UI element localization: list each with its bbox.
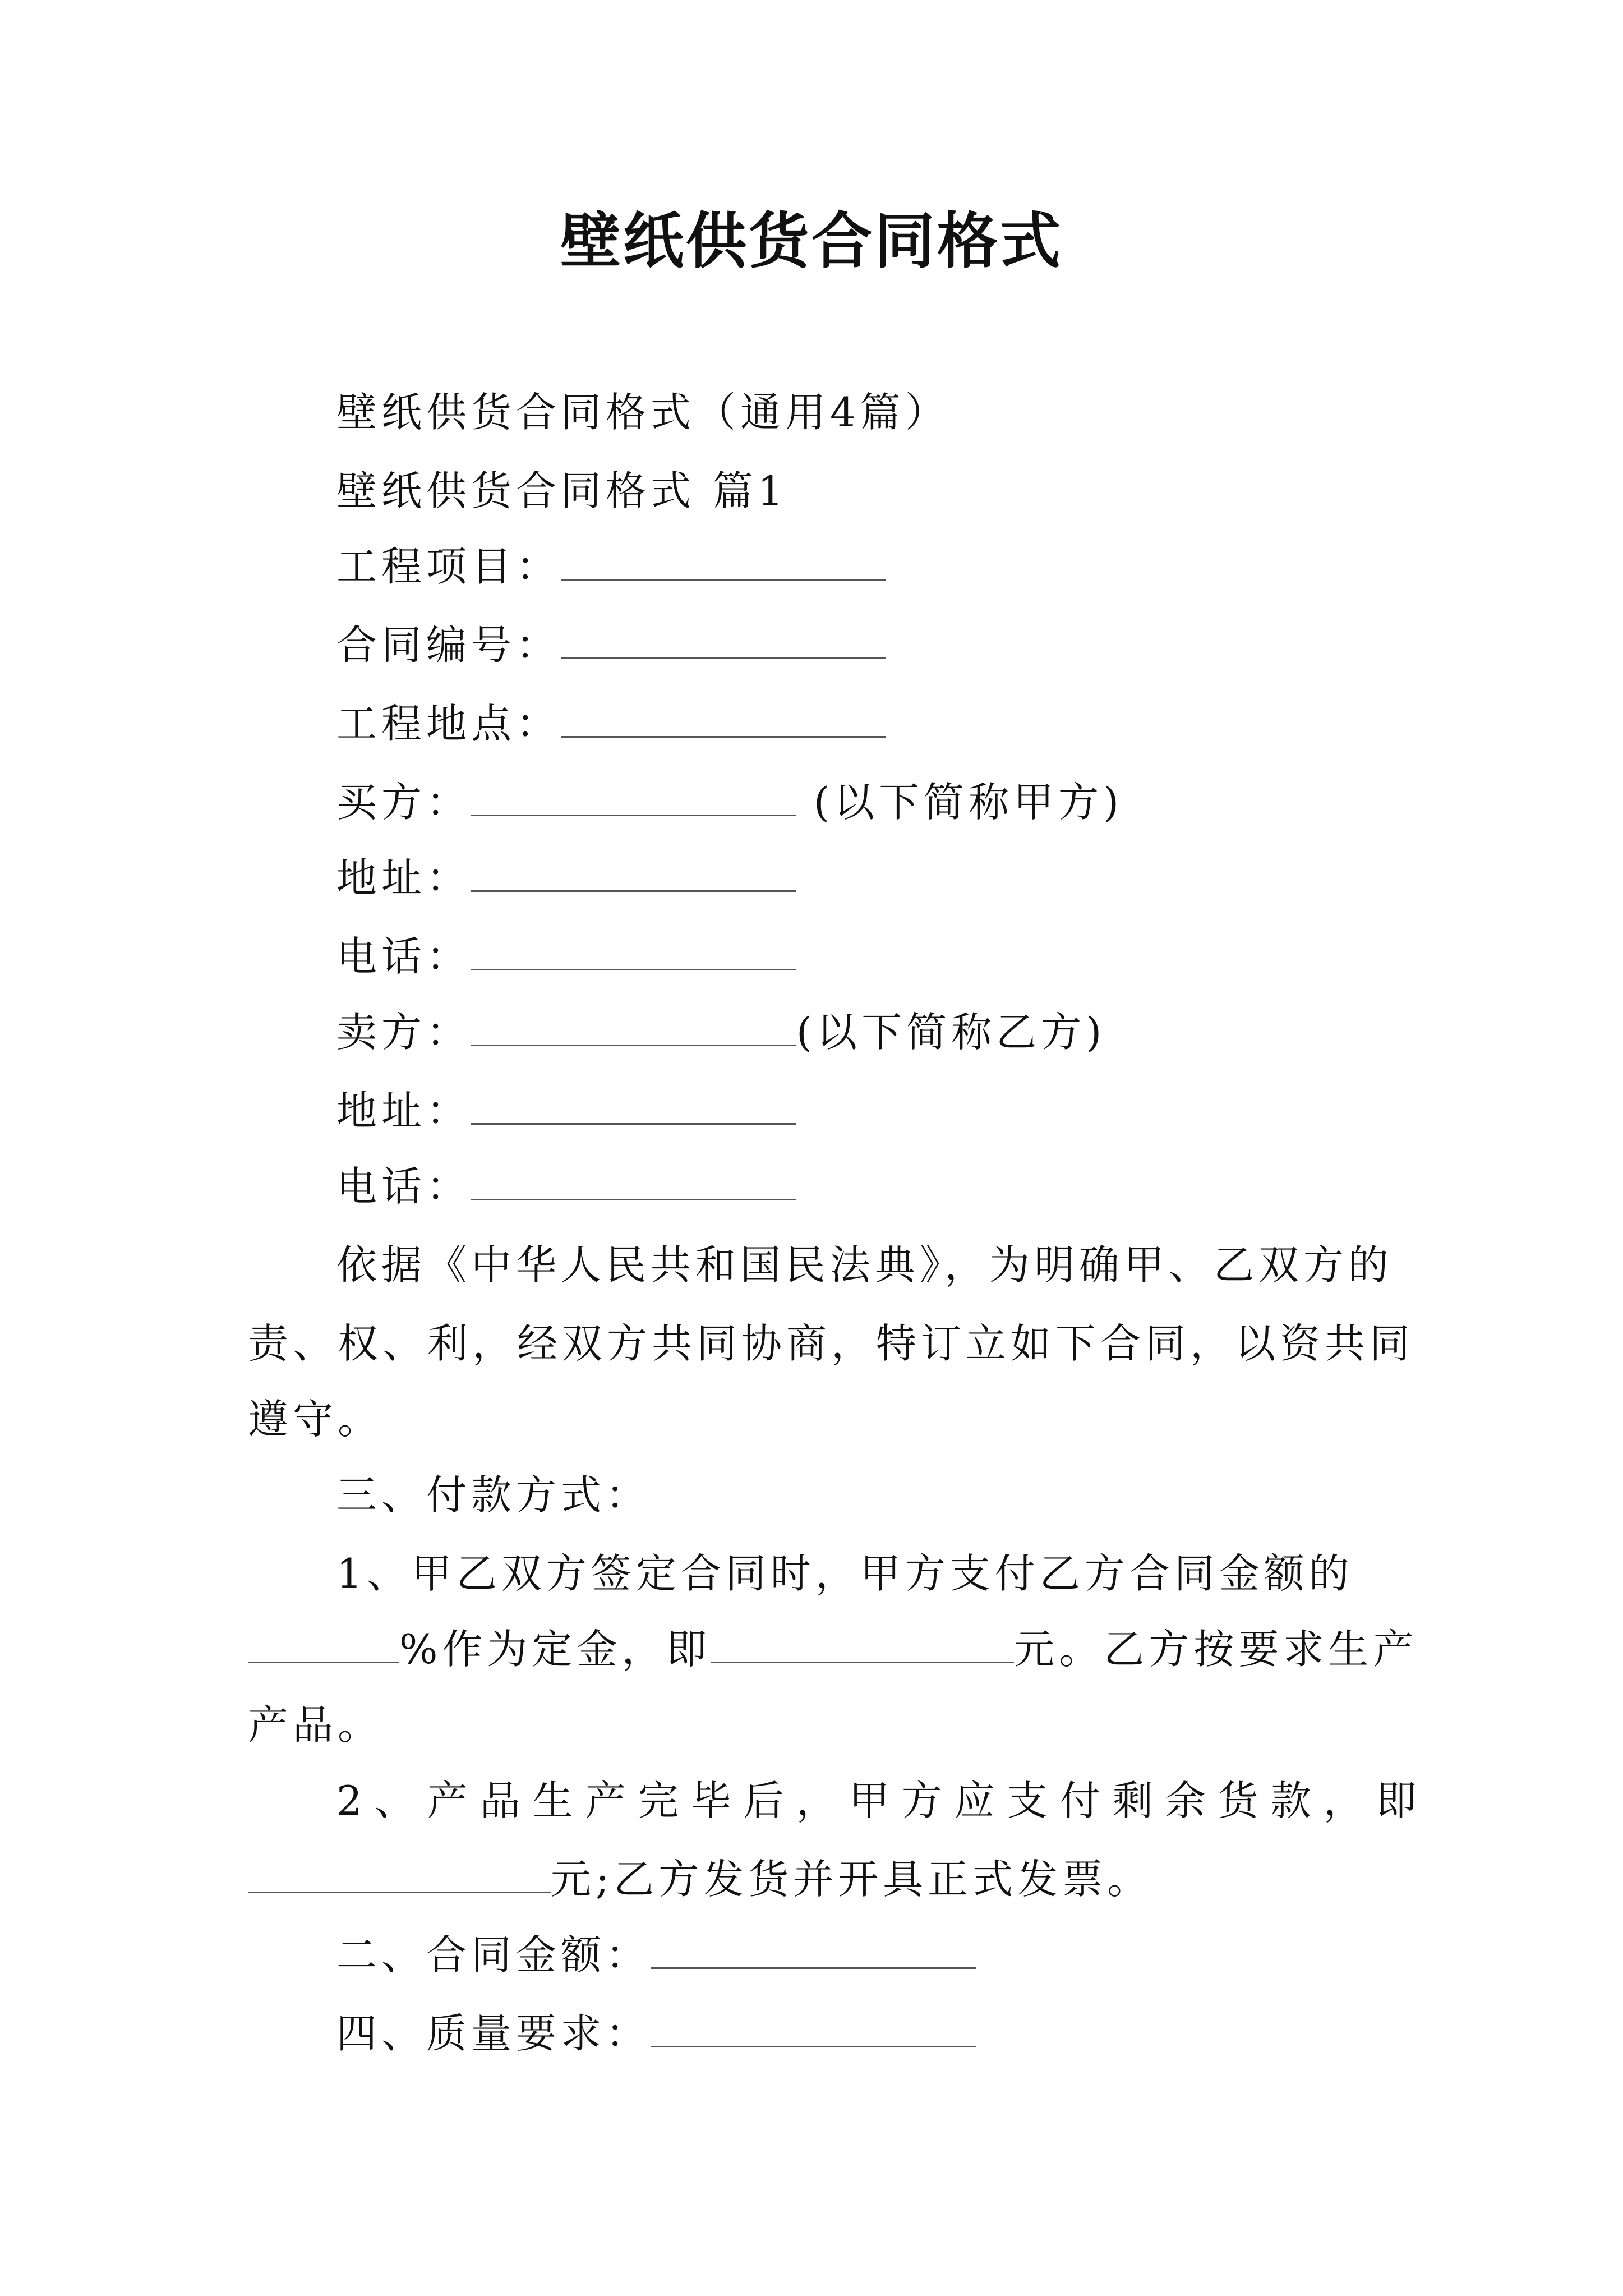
- quality-blank: [651, 2009, 976, 2047]
- amount-blank: [651, 1930, 976, 1969]
- seller-phone-blank: [471, 1162, 796, 1200]
- deposit-amount-text: 元。乙方按要求生产: [1014, 1626, 1418, 1673]
- seller-note: (以下简称乙方): [796, 1009, 1106, 1056]
- quality-row: [336, 2005, 976, 2062]
- seller-address-label: 地址：: [336, 1087, 472, 1134]
- balance-amount-blank: [248, 1855, 551, 1893]
- project-label: 工程项目：: [336, 543, 561, 590]
- seller-blank: [471, 1007, 796, 1046]
- payment-item1-line2: [248, 1621, 1418, 1677]
- intro-line-1: 依据《中华人民共和国民法典》，为明确甲、乙双方的: [336, 1241, 1394, 1289]
- deposit-percent-blank: [248, 1625, 399, 1663]
- quality-label: 四、质量要求：: [336, 2010, 651, 2057]
- subtitle: 壁纸供货合同格式（通用4篇）: [336, 389, 950, 436]
- seller-address-row: [336, 1083, 796, 1139]
- site-label: 工程地点：: [336, 700, 561, 747]
- buyer-phone-row: [336, 928, 796, 984]
- site-row: [336, 696, 886, 752]
- buyer-address-label: 地址：: [336, 854, 472, 901]
- payment-item1-line1: 1、甲乙双方签定合同时，甲方支付乙方合同金额的: [336, 1550, 1354, 1597]
- buyer-label: 买方：: [336, 779, 472, 826]
- seller-phone-row: [336, 1158, 796, 1214]
- deposit-amount-blank: [711, 1625, 1014, 1663]
- buyer-phone-label: 电话：: [336, 933, 472, 980]
- deposit-percent-text: %作为定金，即: [399, 1626, 712, 1673]
- seller-phone-label: 电话：: [336, 1163, 472, 1210]
- contract-no-row: [336, 617, 886, 673]
- seller-address-blank: [471, 1086, 796, 1125]
- amount-label: 二、合同金额：: [336, 1931, 651, 1978]
- payment-item2-line1: 2、产品生产完毕后，甲方应支付剩余货款，即: [336, 1777, 1429, 1824]
- buyer-address-blank: [471, 853, 796, 892]
- buyer-note: (以下简称甲方): [813, 779, 1124, 826]
- intro-line-2: 责、权、利，经双方共同协商，特订立如下合同，以资共同: [248, 1320, 1415, 1367]
- buyer-row: [336, 774, 1123, 830]
- document-title: 壁纸供货合同格式: [560, 206, 1063, 277]
- seller-row: [336, 1004, 1106, 1060]
- contract-no-label: 合同编号：: [336, 622, 561, 669]
- payment-item1-line3: 产品。: [248, 1701, 383, 1749]
- payment-heading: 三、付款方式：: [336, 1471, 651, 1519]
- contract-no-blank: [561, 620, 886, 659]
- seller-label: 卖方：: [336, 1009, 472, 1056]
- section-heading: 壁纸供货合同格式 篇1: [336, 467, 788, 514]
- site-blank: [561, 699, 886, 738]
- project-blank: [561, 542, 886, 581]
- amount-row: [336, 1927, 976, 1983]
- buyer-blank: [471, 777, 796, 816]
- payment-item2-line2: [248, 1851, 1152, 1907]
- buyer-phone-blank: [471, 932, 796, 970]
- project-row: [336, 539, 886, 595]
- buyer-address-row: [336, 850, 796, 906]
- intro-line-3: 遵守。: [248, 1396, 383, 1443]
- balance-amount-text: 元;乙方发货并开具正式发票。: [551, 1856, 1152, 1903]
